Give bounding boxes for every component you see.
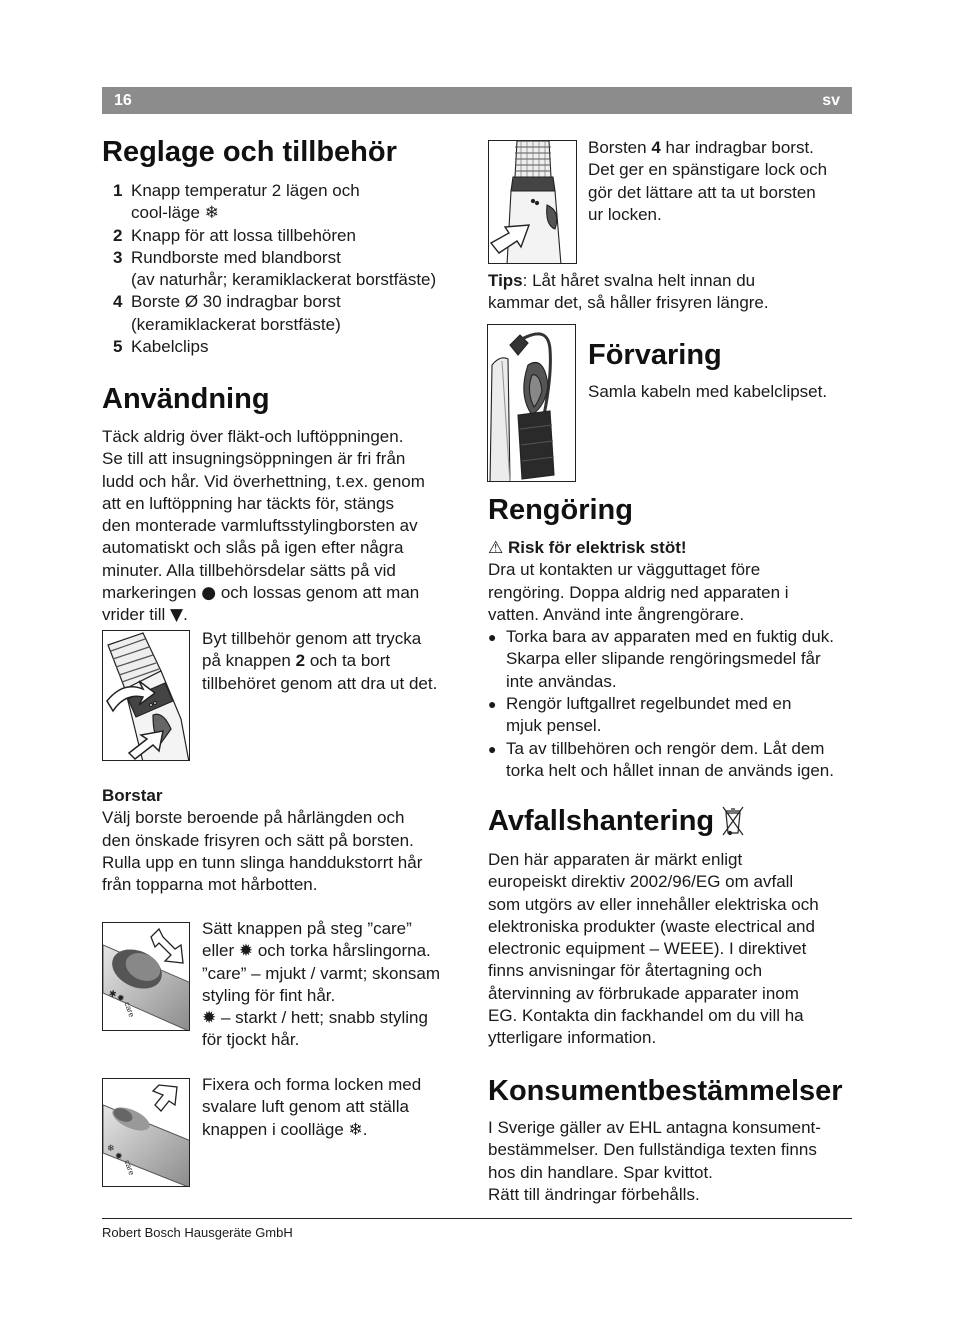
controls-title: Reglage och tillbehör [102, 136, 397, 168]
text: Risk för elektrisk stöt! [507, 538, 687, 557]
text: Torka bara av apparaten med en fuktig duk. [506, 627, 834, 647]
paragraph-line: electronic equipment – WEEE). I direktivet [488, 939, 807, 959]
text: inte användas. [506, 671, 617, 691]
text: Skarpa eller slipande rengöringsmedel får [506, 649, 821, 669]
paragraph-line: finns anvisningar för återtagning och [488, 961, 763, 981]
paragraph-line: EG. Kontakta din fackhandel om du vill ha [488, 1006, 804, 1026]
tips-label: Tips [488, 271, 523, 290]
text: Ta av tillbehören och rengör dem. Låt dem [506, 738, 825, 758]
paragraph-line: hos din handlare. Spar kvittot. [488, 1162, 713, 1182]
cleaning-bullets [488, 626, 856, 782]
paragraph-line: minuter. Alla tillbehörsdelar sätts på vid [102, 560, 396, 580]
item-text: Knapp temperatur 2 lägen och [131, 181, 360, 200]
text: eller [202, 941, 235, 961]
item-text: Knapp för att lossa tillbehören [131, 225, 356, 245]
paragraph-line [102, 604, 472, 626]
item-number: 1 [113, 181, 123, 200]
paragraph-line: knappen i coolläge ❄. [202, 1119, 368, 1140]
paragraph-line: Den här apparaten är märkt enligt [488, 850, 743, 869]
svg-text:✱: ✱ [105, 988, 118, 1000]
paragraph-line: Det ger en spänstigare lock och [588, 160, 828, 180]
paragraph-line: den monterade varmluftsstylingborsten av [102, 516, 418, 536]
text: torka helt och hållet innan de används igen. [506, 760, 834, 780]
list-item [102, 225, 472, 247]
usage-section [102, 382, 472, 627]
footer-rule [102, 1218, 852, 1219]
paragraph-line: bestämmelser. Den fullständiga texten finns [488, 1140, 817, 1160]
paragraph-line: styling för fint hår. [202, 985, 336, 1005]
text: vrider till [102, 605, 166, 625]
paragraph-line [202, 650, 472, 672]
paragraph-line: automatiskt och slås på igen efter några [102, 538, 404, 558]
brushes-section [102, 785, 472, 896]
paragraph-line: Byt tillbehör genom att trycka [202, 629, 422, 648]
text: på knappen [202, 651, 291, 671]
svg-text:❄: ❄ [107, 1144, 115, 1154]
text: har indragbar borst. [665, 138, 814, 157]
text: markeringen [102, 583, 197, 603]
text: Borsten [588, 138, 647, 157]
paragraph-line: ”care” – mjukt / varmt; skonsam [202, 963, 441, 983]
item-text: Rundborste med blandborst [131, 247, 341, 267]
paragraph-line [202, 940, 472, 962]
heat-burst-icon: ✹ [202, 1008, 217, 1029]
paragraph-line: elektroniska produkter (waste electrical and [488, 916, 815, 936]
consumer-section [488, 1074, 853, 1206]
paragraph-line: för tjockt hår. [202, 1030, 300, 1050]
paragraph-line: I Sverige gäller av EHL antagna konsument- [488, 1118, 821, 1137]
paragraph-line: att en luftöppning har täckts för, stängs [102, 493, 395, 513]
disposal-section [488, 804, 853, 1050]
paragraph-line: Dra ut kontakten ur vägguttaget före [488, 560, 761, 580]
left-column [102, 135, 472, 358]
item-number: 4 [113, 292, 123, 312]
paragraph-line [102, 582, 472, 604]
retractable-brush-illustration [488, 140, 577, 264]
paragraph-line [202, 1007, 472, 1029]
paragraph-line: Samla kabeln med kabelclipset. [588, 382, 828, 401]
list-item [102, 247, 472, 292]
paragraph-line: vatten. Använd inte ångrengörare. [488, 604, 745, 624]
cool-instructions [202, 1074, 472, 1141]
heat-burst-icon: ✹ [238, 941, 254, 962]
paragraph-line: Rulla upp en tunn slinga handdukstorrt hår [102, 852, 423, 872]
list-item [102, 336, 472, 358]
paragraph-line: ludd och hår. Vid överhettning, t.ex. genom [102, 471, 425, 491]
paragraph-line: gör det lättare att ta ut borsten [588, 182, 816, 202]
warning-line [488, 537, 856, 559]
paragraph-line: som utgörs av eller innehåller elektriska och [488, 894, 819, 914]
dot-marker-icon: ● [201, 583, 217, 604]
text: 4 [651, 138, 661, 157]
brushes-heading: Borstar [102, 786, 163, 805]
text: : Låt håret svalna helt innan du [522, 271, 756, 290]
text: Rengör luftgallret regelbundet med en [506, 694, 792, 714]
care-switch-illustration [102, 922, 190, 1031]
paragraph-line [488, 270, 853, 292]
footer-company: Robert Bosch Hausgeräte GmbH [102, 1225, 293, 1240]
page-header-bar [102, 87, 852, 114]
switch-label: care [122, 1000, 137, 1019]
item-text: (av naturhår; keramiklackerat borstfäste) [131, 270, 437, 290]
care-instructions [202, 918, 472, 1052]
storage-cable-illustration [487, 324, 576, 482]
paragraph-line: återvinning av förbrukade apparater inom [488, 983, 799, 1003]
text: knappen i coolläge [202, 1119, 344, 1139]
text: mjuk pensel. [506, 716, 602, 736]
crossed-bin-icon [722, 805, 744, 837]
snowflake-icon: ❄ [348, 1119, 363, 1140]
paragraph-line: Täck aldrig över fläkt-och luftöppningen. [102, 427, 404, 446]
list-item [488, 738, 856, 783]
paragraph-line: ur locken. [588, 204, 662, 224]
paragraph-line: Sätt knappen på steg ”care” [202, 919, 412, 938]
item-text: (keramiklackerat borstfäste) [131, 314, 341, 334]
paragraph-line: från topparna mot hårbotten. [102, 875, 318, 895]
cool-switch-illustration [102, 1078, 190, 1187]
text: – starkt / hett; snabb styling [220, 1008, 428, 1028]
list-item [488, 626, 856, 693]
item-text: cool-läge [131, 203, 200, 223]
paragraph-line: kammar det, så håller frisyren längre. [488, 293, 769, 313]
attachment-swap-illustration [102, 630, 190, 761]
consumer-title: Konsumentbestämmelser [488, 1075, 843, 1107]
controls-list [102, 180, 472, 358]
text: 2 [295, 651, 306, 671]
paragraph-line: europeiskt direktiv 2002/96/EG om avfall [488, 872, 794, 892]
paragraph-line: Fixera och forma locken med [202, 1075, 422, 1094]
language-code: sv [822, 92, 840, 109]
switch-label: care [122, 1158, 137, 1177]
storage-title: Förvaring [588, 339, 722, 371]
item-number: 3 [113, 247, 123, 267]
warning-triangle-icon: ⚠ [488, 538, 504, 558]
snowflake-icon: ❄ [204, 203, 219, 224]
text: . [183, 605, 188, 625]
item-number: 2 [113, 225, 123, 245]
item-text: Borste Ø 30 indragbar borst [131, 292, 341, 312]
storage-section [588, 338, 853, 403]
paragraph-line [588, 137, 853, 159]
paragraph-line: Välj borste beroende på hårlängden och [102, 808, 405, 828]
usage-title: Användning [102, 383, 270, 415]
cleaning-title: Rengöring [488, 494, 633, 526]
paragraph-line: svalare luft genom att ställa [202, 1097, 409, 1117]
text: och ta bort [309, 651, 391, 671]
list-item [102, 291, 472, 336]
paragraph-line: rengöring. Doppa aldrig ned apparaten i [488, 582, 789, 602]
list-item [488, 693, 856, 738]
paragraph-line: Se till att insugningsöppningen är fri från [102, 449, 406, 469]
item-number: 5 [113, 337, 123, 357]
disposal-title: Avfallshantering [488, 805, 715, 837]
brush4-text [588, 137, 853, 226]
cleaning-section [488, 493, 856, 782]
tips-section [488, 270, 853, 315]
svg-text:✹: ✹ [115, 1152, 123, 1162]
triangle-down-icon: ▼ [170, 605, 184, 626]
svg-text:✹: ✹ [117, 994, 125, 1004]
swap-instructions [202, 628, 472, 695]
list-item [102, 180, 472, 225]
text: och lossas genom att man [220, 583, 420, 603]
paragraph-line: Rätt till ändringar förbehålls. [488, 1184, 700, 1204]
paragraph-line: den önskade frisyren och sätt på borsten. [102, 830, 414, 850]
paragraph-line: ytterligare information. [488, 1028, 657, 1048]
paragraph-line: tillbehöret genom att dra ut det. [202, 673, 438, 693]
disposal-heading [488, 804, 853, 838]
item-text: Kabelclips [131, 337, 209, 357]
text: och torka hårslingorna. [257, 941, 431, 961]
page-number: 16 [114, 92, 132, 109]
